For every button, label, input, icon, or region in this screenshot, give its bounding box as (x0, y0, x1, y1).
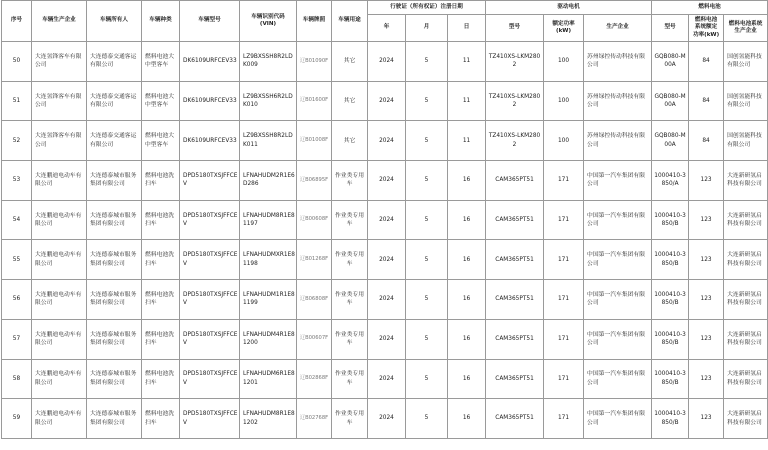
cell-fc-maker: 大连新研氢启科技有限公司 (724, 161, 768, 201)
cell-vin: LFNAHUDM4R1E81200 (240, 319, 297, 359)
cell-fc-power: 123 (689, 399, 724, 439)
cell-year: 2024 (368, 81, 406, 121)
cell-owner: 大连德泰城市服务集团有限公司 (87, 399, 142, 439)
cell-model: DPD5180TXSJFFCEV (180, 161, 240, 201)
cell-usage: 其它 (332, 42, 368, 82)
cell-plate: 辽B02868F (297, 359, 332, 399)
cell-manufacturer: 大连鹏迪电动车有限公司 (32, 240, 87, 280)
cell-year: 2024 (368, 280, 406, 320)
cell-motor-power: 171 (544, 161, 584, 201)
cell-year: 2024 (368, 200, 406, 240)
cell-usage: 作业类专用车 (332, 200, 368, 240)
cell-fc-model: 1000410-3850/B (652, 280, 689, 320)
cell-motor-power: 171 (544, 399, 584, 439)
cell-manufacturer: 大连鹏迪电动车有限公司 (32, 161, 87, 201)
cell-fc-power: 123 (689, 200, 724, 240)
table-row (2, 121, 768, 161)
cell-seq: 52 (2, 121, 32, 161)
header-motor-maker: 生产企业 (584, 15, 652, 42)
cell-plate: 辽B01268F (297, 240, 332, 280)
cell-motor-model: CAM365PT51 (486, 240, 544, 280)
cell-fc-maker: 大连新研氢启科技有限公司 (724, 399, 768, 439)
cell-fc-maker: 大连新研氢启科技有限公司 (724, 280, 768, 320)
cell-model: DPD5180TXSJFFCEV (180, 240, 240, 280)
cell-motor-maker: 中国第一汽车集团有限公司 (584, 161, 652, 201)
cell-month: 5 (406, 161, 448, 201)
cell-plate: 辽B02768F (297, 399, 332, 439)
cell-year: 2024 (368, 359, 406, 399)
header-motor-power: 额定功率 (kW) (544, 15, 584, 42)
cell-motor-maker: 中国第一汽车集团有限公司 (584, 359, 652, 399)
cell-motor-power: 100 (544, 42, 584, 82)
cell-plate: 辽B06895F (297, 161, 332, 201)
cell-vehicle-type: 燃料电池洗扫车 (142, 280, 180, 320)
cell-vehicle-type: 燃料电池洗扫车 (142, 161, 180, 201)
cell-plate: 辽B00608F (297, 200, 332, 240)
cell-fc-maker: 国创氢能科技有限公司 (724, 42, 768, 82)
cell-fc-maker: 大连新研氢启科技有限公司 (724, 319, 768, 359)
cell-fc-model: 1000410-3850/B (652, 319, 689, 359)
cell-vin: LFNAHUDM1R1E81199 (240, 280, 297, 320)
cell-motor-model: CAM365PT51 (486, 399, 544, 439)
cell-day: 16 (448, 399, 486, 439)
cell-motor-power: 100 (544, 81, 584, 121)
cell-fc-power: 123 (689, 280, 724, 320)
cell-month: 5 (406, 359, 448, 399)
header-plate: 车辆牌照 (297, 1, 332, 42)
cell-seq: 56 (2, 280, 32, 320)
cell-vin: LZ9BXSSH8R2LDK009 (240, 42, 297, 82)
cell-seq: 50 (2, 42, 32, 82)
cell-motor-maker: 苏州绿控传动科技有限公司 (584, 81, 652, 121)
cell-vin: LFNAHUDMXR1E81198 (240, 240, 297, 280)
cell-month: 5 (406, 319, 448, 359)
cell-fc-power: 84 (689, 81, 724, 121)
cell-usage: 作业类专用车 (332, 280, 368, 320)
cell-usage: 作业类专用车 (332, 399, 368, 439)
cell-vehicle-type: 燃料电池洗扫车 (142, 200, 180, 240)
cell-fc-model: 1000410-3850/B (652, 240, 689, 280)
table-row (2, 161, 768, 201)
cell-year: 2024 (368, 319, 406, 359)
cell-fc-model: 1000410-3850/B (652, 359, 689, 399)
cell-manufacturer: 大连鹏迪电动车有限公司 (32, 200, 87, 240)
cell-motor-power: 171 (544, 280, 584, 320)
table-row (2, 81, 768, 121)
cell-year: 2024 (368, 121, 406, 161)
table-row (2, 319, 768, 359)
cell-motor-power: 171 (544, 359, 584, 399)
vehicle-registry-table (1, 0, 768, 439)
cell-vehicle-type: 燃料电池洗扫车 (142, 399, 180, 439)
cell-day: 11 (448, 81, 486, 121)
cell-plate: 辽B01008F (297, 121, 332, 161)
cell-fc-power: 123 (689, 161, 724, 201)
cell-year: 2024 (368, 161, 406, 201)
cell-year: 2024 (368, 42, 406, 82)
cell-vehicle-type: 燃料电池洗扫车 (142, 359, 180, 399)
cell-day: 16 (448, 359, 486, 399)
cell-fc-maker: 大连新研氢启科技有限公司 (724, 200, 768, 240)
cell-usage: 作业类专用车 (332, 161, 368, 201)
cell-vin: LFNAHUDM8R1E81197 (240, 200, 297, 240)
cell-plate: 辽B01600F (297, 81, 332, 121)
cell-fc-power: 123 (689, 240, 724, 280)
cell-owner: 大连德泰城市服务集团有限公司 (87, 280, 142, 320)
cell-seq: 53 (2, 161, 32, 201)
cell-fc-model: GQB080-M00A (652, 42, 689, 82)
header-month: 月 (406, 15, 448, 42)
header-fc-model: 型号 (652, 15, 689, 42)
cell-owner: 大连德泰城市服务集团有限公司 (87, 161, 142, 201)
cell-seq: 55 (2, 240, 32, 280)
header-vin: 车辆识别代码 (VIN) (240, 1, 297, 42)
cell-fc-model: 1000410-3850/B (652, 399, 689, 439)
header-fc-power: 燃料电池 系统额定 功率(kW) (689, 15, 724, 42)
cell-fc-model: 1000410-3850/A (652, 161, 689, 201)
cell-manufacturer: 大连鹏迪电动车有限公司 (32, 319, 87, 359)
header-fc-group: 燃料电池 (652, 1, 768, 15)
cell-vehicle-type: 燃料电池大中型客车 (142, 42, 180, 82)
cell-usage: 其它 (332, 81, 368, 121)
cell-model: DK6109URFCEV33 (180, 42, 240, 82)
cell-motor-maker: 中国第一汽车集团有限公司 (584, 240, 652, 280)
cell-month: 5 (406, 200, 448, 240)
cell-motor-model: CAM365PT51 (486, 319, 544, 359)
cell-month: 5 (406, 280, 448, 320)
cell-fc-power: 84 (689, 121, 724, 161)
cell-model: DPD5180TXSJFFCEV (180, 319, 240, 359)
cell-motor-model: CAM365PT51 (486, 161, 544, 201)
cell-motor-model: CAM365PT51 (486, 200, 544, 240)
header-fc-maker: 燃料电池系统 生产企业 (724, 15, 768, 42)
cell-motor-model: CAM365PT51 (486, 280, 544, 320)
cell-usage: 作业类专用车 (332, 319, 368, 359)
cell-owner: 大连德泰城市服务集团有限公司 (87, 359, 142, 399)
cell-motor-maker: 苏州绿控传动科技有限公司 (584, 42, 652, 82)
cell-manufacturer: 大连鹏迪电动车有限公司 (32, 359, 87, 399)
table-row (2, 200, 768, 240)
cell-month: 5 (406, 399, 448, 439)
header-seq: 序号 (2, 1, 32, 42)
cell-owner: 大连德泰城市服务集团有限公司 (87, 240, 142, 280)
cell-vehicle-type: 燃料电池洗扫车 (142, 319, 180, 359)
cell-manufacturer: 大连鹏迪电动车有限公司 (32, 280, 87, 320)
cell-manufacturer: 大连氢锋客车有限公司 (32, 121, 87, 161)
cell-motor-maker: 苏州绿控传动科技有限公司 (584, 121, 652, 161)
cell-fc-power: 84 (689, 42, 724, 82)
cell-day: 11 (448, 42, 486, 82)
cell-seq: 59 (2, 399, 32, 439)
cell-seq: 51 (2, 81, 32, 121)
cell-vin: LFNAHUDM2R1E6D286 (240, 161, 297, 201)
cell-fc-maker: 大连新研氢启科技有限公司 (724, 240, 768, 280)
cell-seq: 54 (2, 200, 32, 240)
header-manufacturer: 车辆生产企业 (32, 1, 87, 42)
cell-model: DPD5180TXSJFFCEV (180, 399, 240, 439)
table-row (2, 240, 768, 280)
cell-vin: LZ9BXSSH6R2LDK010 (240, 81, 297, 121)
cell-motor-maker: 中国第一汽车集团有限公司 (584, 280, 652, 320)
cell-model: DK6109URFCEV33 (180, 81, 240, 121)
cell-motor-power: 171 (544, 319, 584, 359)
cell-motor-maker: 中国第一汽车集团有限公司 (584, 200, 652, 240)
cell-day: 11 (448, 121, 486, 161)
cell-month: 5 (406, 240, 448, 280)
cell-motor-model: CAM365PT51 (486, 359, 544, 399)
cell-day: 16 (448, 319, 486, 359)
table-row (2, 359, 768, 399)
cell-year: 2024 (368, 399, 406, 439)
cell-motor-model: TZ410XS-LKM2802 (486, 42, 544, 82)
cell-year: 2024 (368, 240, 406, 280)
cell-vin: LFNAHUDM6R1E81201 (240, 359, 297, 399)
cell-fc-model: GQB080-M00A (652, 81, 689, 121)
header-model: 车辆型号 (180, 1, 240, 42)
cell-motor-power: 171 (544, 200, 584, 240)
cell-manufacturer: 大连氢锋客车有限公司 (32, 81, 87, 121)
header-year: 年 (368, 15, 406, 42)
cell-month: 5 (406, 81, 448, 121)
cell-vin: LFNAHUDM8R1E81202 (240, 399, 297, 439)
header-day: 日 (448, 15, 486, 42)
cell-owner: 大连德泰交通客运有限公司 (87, 121, 142, 161)
cell-seq: 58 (2, 359, 32, 399)
cell-fc-model: GQB080-M00A (652, 121, 689, 161)
cell-model: DPD5180TXSJFFCEV (180, 280, 240, 320)
cell-seq: 57 (2, 319, 32, 359)
cell-plate: 辽B06808F (297, 280, 332, 320)
cell-usage: 作业类专用车 (332, 240, 368, 280)
cell-month: 5 (406, 121, 448, 161)
cell-motor-model: TZ410XS-LKM2802 (486, 81, 544, 121)
cell-motor-power: 171 (544, 240, 584, 280)
cell-month: 5 (406, 42, 448, 82)
cell-fc-maker: 大连新研氢启科技有限公司 (724, 359, 768, 399)
cell-vehicle-type: 燃料电池洗扫车 (142, 240, 180, 280)
header-usage: 车辆用途 (332, 1, 368, 42)
table-row (2, 399, 768, 439)
cell-fc-power: 123 (689, 319, 724, 359)
cell-vehicle-type: 燃料电池大中型客车 (142, 121, 180, 161)
cell-owner: 大连德泰交通客运有限公司 (87, 42, 142, 82)
header-motor-model: 型号 (486, 15, 544, 42)
cell-fc-model: 1000410-3850/B (652, 200, 689, 240)
cell-plate: 辽B01090F (297, 42, 332, 82)
cell-usage: 其它 (332, 121, 368, 161)
cell-day: 16 (448, 280, 486, 320)
cell-motor-maker: 中国第一汽车集团有限公司 (584, 399, 652, 439)
cell-model: DK6109URFCEV33 (180, 121, 240, 161)
header-vehicle-type: 车辆种类 (142, 1, 180, 42)
cell-usage: 作业类专用车 (332, 359, 368, 399)
cell-manufacturer: 大连氢锋客车有限公司 (32, 42, 87, 82)
cell-owner: 大连德泰城市服务集团有限公司 (87, 319, 142, 359)
header-reg-date-group: 行驶证（所有权证）注册日期 (368, 1, 486, 15)
cell-manufacturer: 大连鹏迪电动车有限公司 (32, 399, 87, 439)
cell-model: DPD5180TXSJFFCEV (180, 200, 240, 240)
cell-fc-maker: 国创氢能科技有限公司 (724, 81, 768, 121)
cell-day: 16 (448, 240, 486, 280)
cell-motor-power: 100 (544, 121, 584, 161)
cell-model: DPD5180TXSJFFCEV (180, 359, 240, 399)
cell-fc-maker: 国创氢能科技有限公司 (724, 121, 768, 161)
cell-fc-power: 123 (689, 359, 724, 399)
table-row (2, 280, 768, 320)
table-row (2, 42, 768, 82)
cell-motor-model: TZ410XS-LKM2802 (486, 121, 544, 161)
cell-owner: 大连德泰城市服务集团有限公司 (87, 200, 142, 240)
cell-plate: 辽B00607F (297, 319, 332, 359)
cell-motor-maker: 中国第一汽车集团有限公司 (584, 319, 652, 359)
header-owner: 车辆所有人 (87, 1, 142, 42)
cell-owner: 大连德泰交通客运有限公司 (87, 81, 142, 121)
cell-day: 16 (448, 161, 486, 201)
cell-vehicle-type: 燃料电池大中型客车 (142, 81, 180, 121)
cell-vin: LZ9BXSSH8R2LDK011 (240, 121, 297, 161)
header-motor-group: 驱动电机 (486, 1, 652, 15)
cell-day: 16 (448, 200, 486, 240)
table-body (2, 42, 768, 439)
